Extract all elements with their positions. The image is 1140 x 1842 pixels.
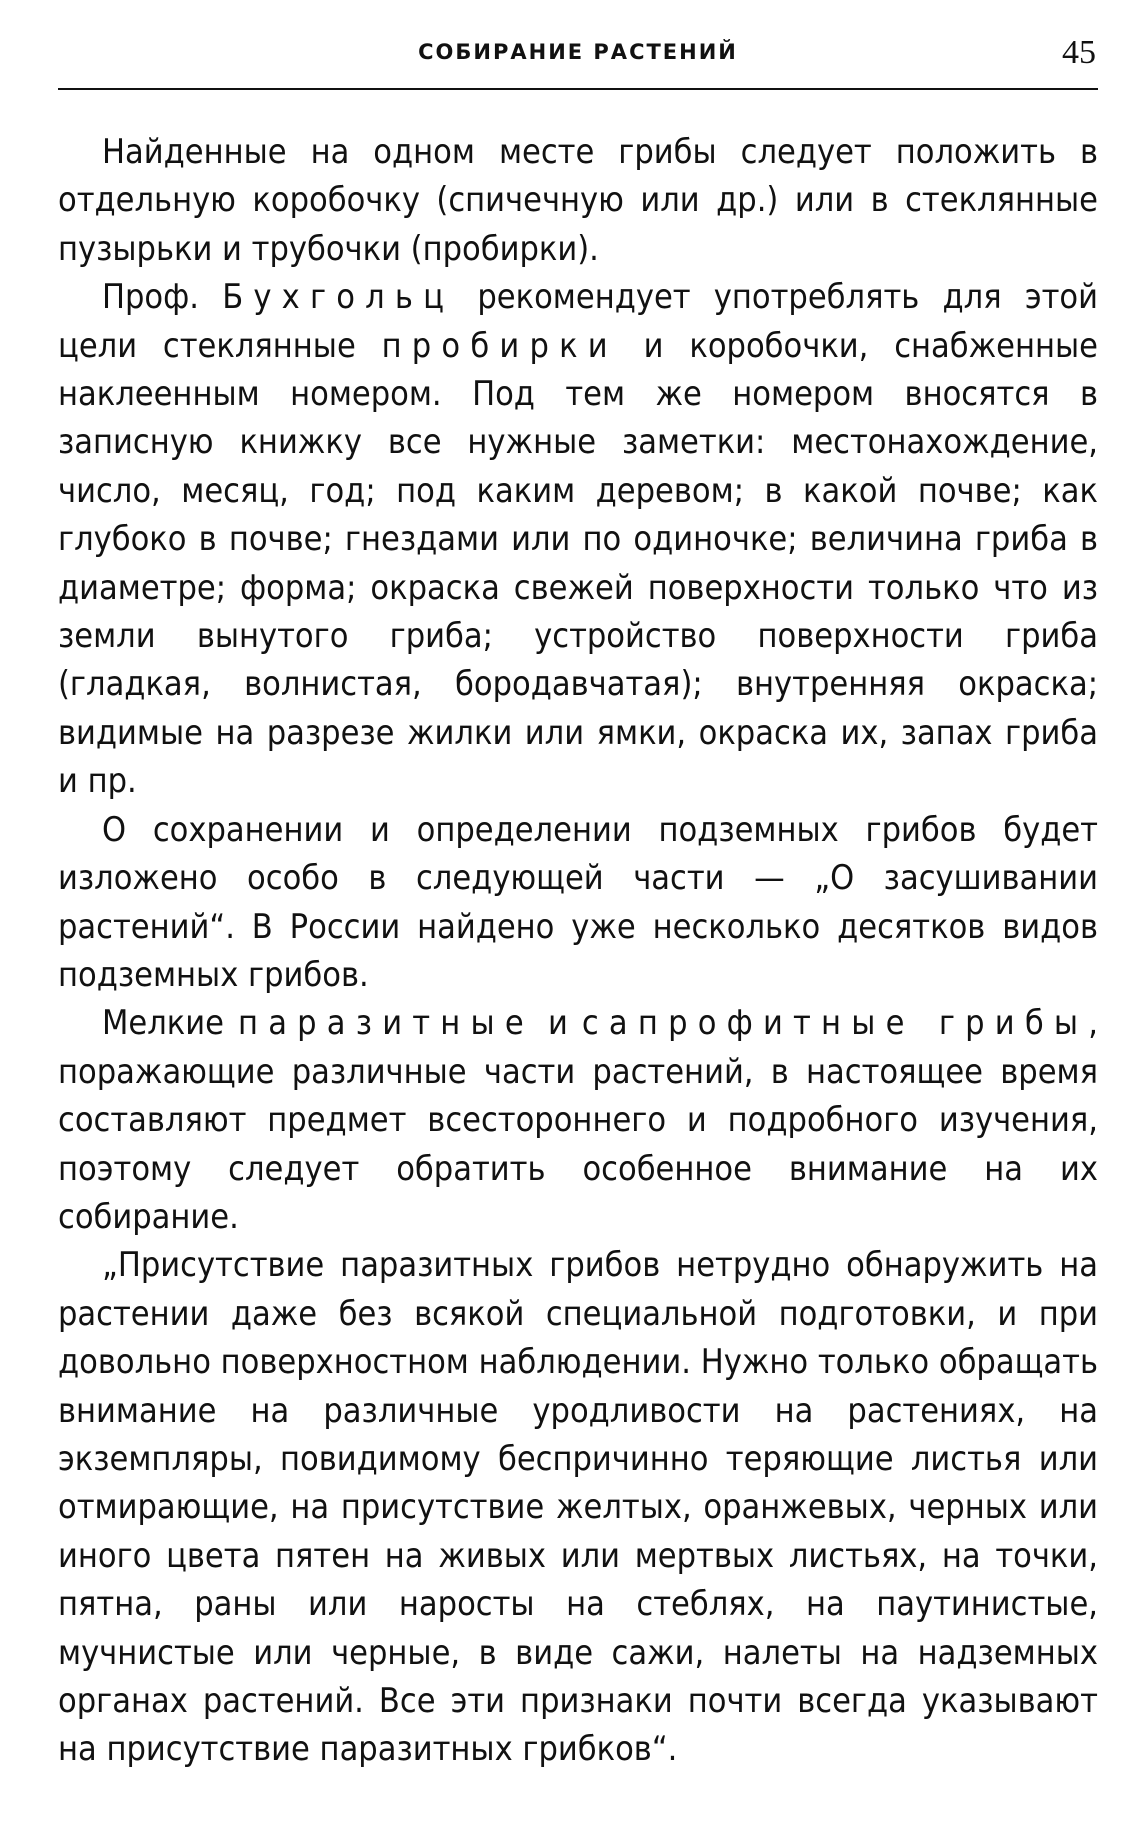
paragraph-2-text-a: Проф. [102, 277, 223, 318]
spaced-term-saprofitnye-griby: сапрофитные грибы [581, 1003, 1089, 1044]
paragraph-2 [58, 273, 1098, 805]
running-title: СОБИРАНИЕ РАСТЕНИЙ [418, 40, 738, 64]
paragraph-2-text-b: рекомендует употреблять для этой цели стеклянные [58, 277, 1098, 366]
paragraph-5 [58, 1241, 1098, 1773]
spaced-term-probirki: пробирки [381, 325, 618, 366]
paragraph-1-text: Найденные на одном месте грибы следует положить в отдельную коробочку (спичечную или др.) или в стеклянные пузырьки и трубочки (пробирки). [58, 132, 1098, 269]
spaced-term-bukholts: Бухгольц [222, 277, 455, 318]
paragraph-2-text-c: и коробочки, снабженные наклеенным номером. Под тем же номером вносятся в записную книжку все нужные заметки: местонахождение, число, месяц, год; под каким деревом; в какой почве; как глубоко в почве; гнездами или по одиночке; величина гриба в диаметре; форма; окраска свежей поверхности только что из земли вынутого гриба; устройство поверхности гриба (гладкая, волнистая, бородавчатая); внутренняя окраска; видимые на разрезе жилки или ямки, окраска их, запах гриба и пр. [58, 325, 1099, 802]
paragraph-3-text: О сохранении и определении подземных грибов будет изложено особо в следующей части — „О засушивании растений“. В России найдено уже несколько десятков видов подземных грибов. [58, 809, 1098, 995]
paragraph-1 [58, 128, 1098, 273]
paragraph-4-text-a: Мелкие [102, 1003, 239, 1044]
running-head [58, 36, 1098, 90]
paragraph-4-text-c: , поражающие различные части растений, в настоящее время составляют предмет всестороннего и подробного изучения, поэтому следует обратить особенное внимание на их собирание. [58, 1003, 1098, 1237]
paragraph-3 [58, 806, 1098, 1000]
body-text [58, 128, 1098, 1774]
paragraph-5-text: „Присутствие паразитных грибов нетрудно обнаружить на растении даже без всякой специальной подготовки, и при довольно поверхностном наблюдении. Нужно только обращать внимание на различные уродливости на растениях, на экземпляры, повидимому беспричинно теряющие листья или отмирающие, на присутствие желтых, оранжевых, черных или иного цвета пятен на живых или мертвых листьях, на точки, пятна, раны или наросты на стеблях, на паутинистые, мучнистые или черные, в виде сажи, налеты на надземных органах растений. Все эти признаки почти всегда указывают на присутствие паразитных грибков“. [58, 1245, 1098, 1770]
spaced-term-parazitnye: паразитные [238, 1003, 534, 1044]
paragraph-4 [58, 999, 1098, 1241]
page-number: 45 [1062, 34, 1096, 71]
paragraph-4-text-b: и [533, 1003, 582, 1044]
